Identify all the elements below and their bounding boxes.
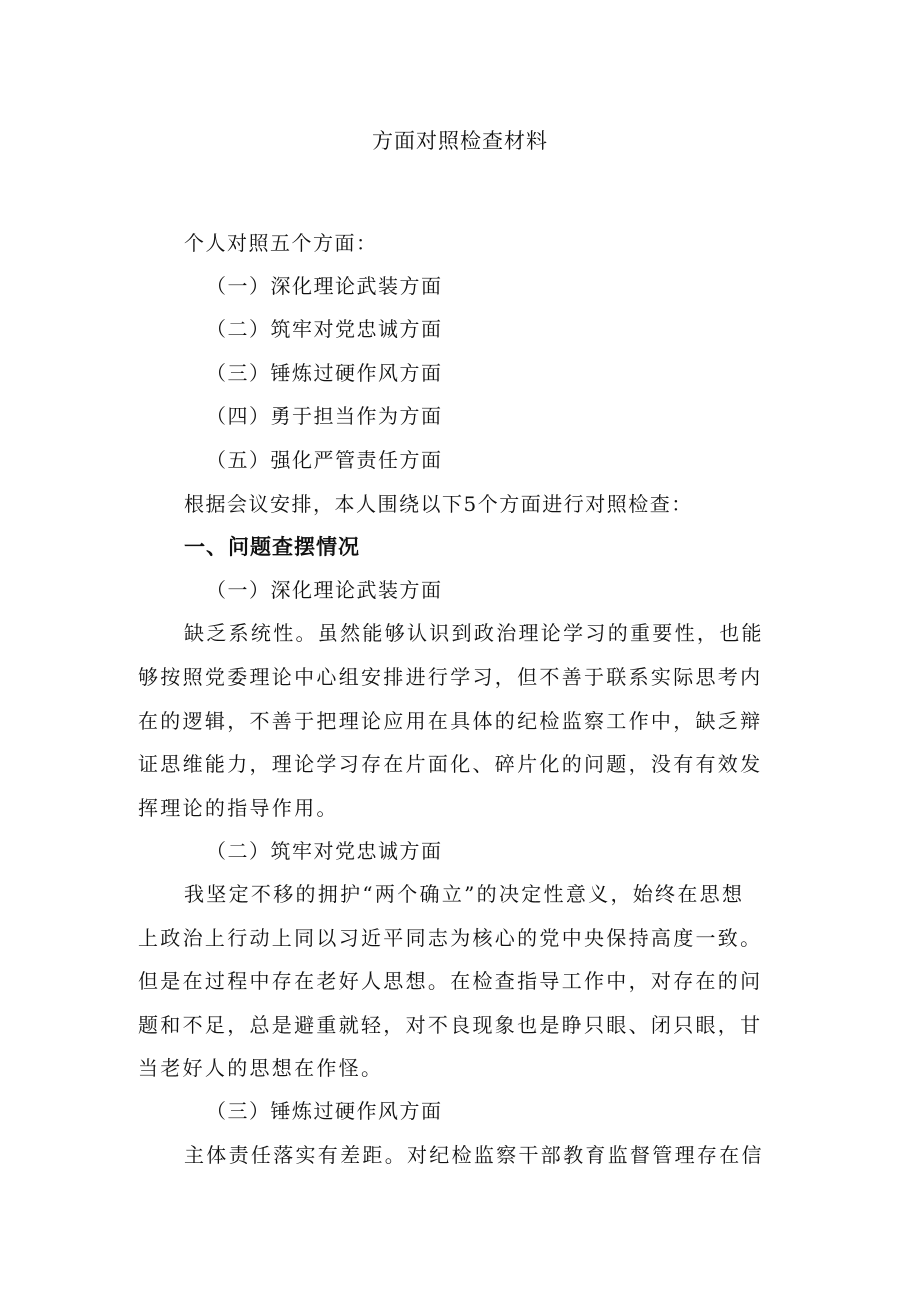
aspect-item-2: （二）筑牢对党忠诚方面: [206, 317, 443, 341]
paragraph-line: 在的逻辑，不善于把理论应用在具体的纪检监察工作中，缺乏辩: [138, 709, 763, 733]
statement-line: 根据会议安排，本人围绕以下5个方面进行对照检查：: [184, 492, 693, 516]
aspect-item-5: （五）强化严管责任方面: [206, 448, 443, 472]
section-heading-1: 一、问题查摆情况: [184, 535, 360, 559]
aspect-item-3: （三）锤炼过硬作风方面: [206, 361, 443, 385]
subsection-heading-3: （三）锤炼过硬作风方面: [206, 1099, 443, 1123]
subsection-heading-1: （一）深化理论武装方面: [206, 578, 443, 602]
paragraph-line: 主体责任落实有差距。对纪检监察干部教育监督管理存在信: [184, 1143, 764, 1167]
paragraph-line: 题和不足，总是避重就轻，对不良现象也是睁只眼、闭只眼，甘: [138, 1013, 763, 1037]
paragraph-line: 但是在过程中存在老好人思想。在检查指导工作中，对存在的问: [138, 969, 763, 993]
aspect-item-4: （四）勇于担当作为方面: [206, 404, 443, 428]
intro-line: 个人对照五个方面：: [184, 231, 378, 255]
paragraph-line: 证思维能力，理论学习存在片面化、碎片化的问题，没有有效发: [138, 752, 763, 776]
paragraph-line: 够按照党委理论中心组安排进行学习，但不善于联系实际思考内: [138, 665, 763, 689]
subsection-heading-2: （二）筑牢对党忠诚方面: [206, 839, 443, 863]
paragraph-line: 缺乏系统性。虽然能够认识到政治理论学习的重要性，也能: [184, 621, 764, 645]
paragraph-line: 当老好人的思想在作怪。: [138, 1056, 384, 1080]
paragraph-line: 我坚定不移的拥护“两个确立”的决定性意义，始终在思想: [184, 882, 745, 906]
paragraph-line: 上政治上行动上同以习近平同志为核心的党中央保持高度一致。: [138, 926, 763, 950]
aspect-item-1: （一）深化理论武装方面: [206, 274, 443, 298]
document-title: 方面对照检查材料: [372, 129, 548, 153]
paragraph-line: 挥理论的指导作用。: [138, 796, 339, 820]
